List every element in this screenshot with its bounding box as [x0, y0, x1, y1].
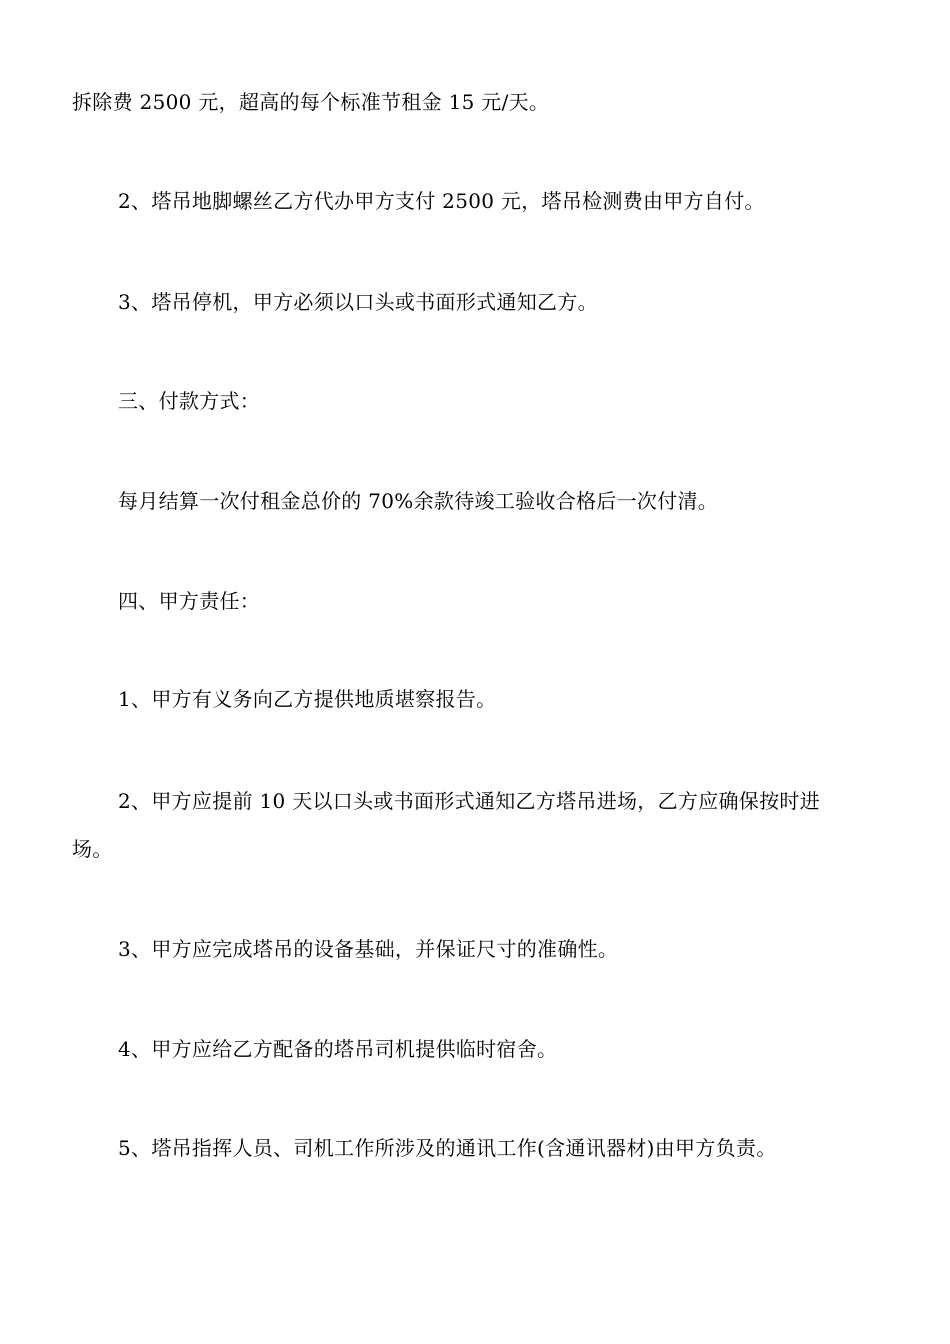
paragraph-dismantling-fee: 拆除费 2500 元，超高的每个标准节租金 15 元/天。 [72, 90, 550, 114]
section-heading-payment: 三、付款方式： [118, 389, 261, 413]
clause-crane-shutdown: 3、塔吊停机，甲方必须以口头或书面形式通知乙方。 [118, 290, 598, 314]
paragraph-payment-terms: 每月结算一次付租金总价的 70%余款待竣工验收合格后一次付清。 [118, 489, 719, 513]
clause-foundation: 3、甲方应完成塔吊的设备基础，并保证尺寸的准确性。 [118, 937, 619, 961]
clause-communication: 5、塔吊指挥人员、司机工作所涉及的通讯工作(含通讯器材)由甲方负责。 [118, 1136, 777, 1160]
clause-dormitory: 4、甲方应给乙方配备的塔吊司机提供临时宿舍。 [118, 1037, 558, 1061]
clause-advance-notice: 2、甲方应提前 10 天以口头或书面形式通知乙方塔吊进场，乙方应确保按时进 [118, 789, 820, 813]
clause-advance-notice-continued: 场。 [72, 837, 113, 861]
clause-anchor-bolts: 2、塔吊地脚螺丝乙方代办甲方支付 2500 元，塔吊检测费由甲方自付。 [118, 189, 765, 213]
clause-geology-report: 1、甲方有义务向乙方提供地质堪察报告。 [118, 687, 497, 711]
section-heading-party-a: 四、甲方责任： [118, 589, 261, 613]
